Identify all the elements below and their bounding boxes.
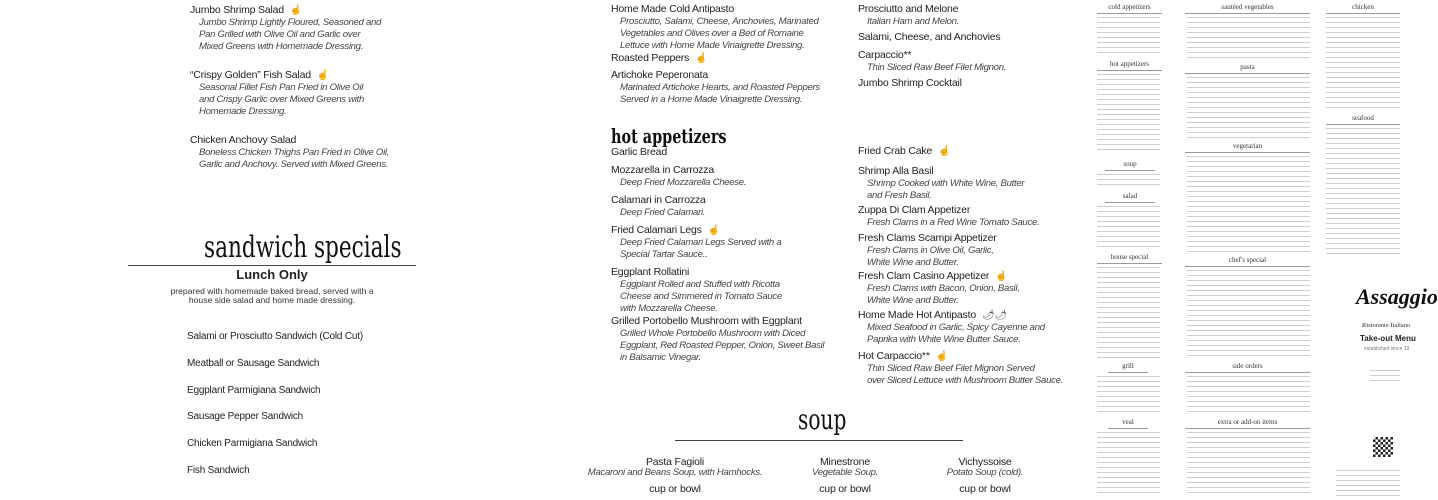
thumbnail-section-heading: hot appetizers [1109, 60, 1150, 68]
menu-item-description: Deep Fried Calamari. [620, 207, 706, 218]
menu-item-description: Vegetables and Olives over a Bed of Romaine [620, 28, 804, 39]
menu-item-name: Jumbo Shrimp Cocktail [858, 77, 962, 89]
thumbnail-menu-lines [1187, 430, 1310, 496]
divider [1185, 73, 1310, 74]
soup-size: cup or bowl [819, 483, 871, 495]
soup-description: Potato Soup (cold). [946, 467, 1024, 478]
menu-item-name: Carpaccio** [858, 49, 912, 61]
menu-item-name: Grilled Portobello Mushroom with Eggplant [611, 315, 802, 327]
qr-code [1373, 437, 1393, 457]
soup-name: Vichyssoise [958, 456, 1012, 468]
established-text: established since 19 [1364, 346, 1410, 352]
thumbnail-section-heading: house special [1110, 253, 1149, 261]
soup-name: Minestrone [820, 456, 870, 468]
menu-item-description: Seasonal Fillet Fish Pan Fried in Olive Oil [199, 82, 364, 93]
chef-hand-icon: ☝ [935, 351, 948, 362]
chef-hand-icon: ☝ [938, 146, 951, 157]
menu-item-name: Chicken Anchovy Salad [190, 134, 297, 146]
divider [1108, 428, 1148, 429]
thumbnail-menu-lines [1187, 15, 1310, 61]
menu-item-description: Pan Grilled with Olive Oil and Garlic over [199, 29, 361, 40]
menu-item-description: Italian Ham and Melon. [867, 16, 960, 27]
thumbnail-menu-lines [1097, 72, 1160, 152]
menu-item-name: Calamari in Carrozza [611, 194, 706, 206]
menu-item-description: Boneless Chicken Thighs Pan Fried in Olive Oil, [199, 147, 390, 158]
menu-item-name: Home Made Cold Antipasto [611, 3, 735, 15]
thumbnail-section-heading: grill [1122, 362, 1134, 370]
divider [1185, 428, 1310, 429]
menu-item-description: White Wine and Butter. [867, 257, 959, 268]
menu-item-name: Prosciutto and Melone [858, 3, 959, 15]
divider [1105, 170, 1155, 171]
thumbnail-menu-lines [1097, 374, 1160, 414]
divider [1097, 70, 1162, 71]
thumbnail-menu-lines [1187, 268, 1310, 358]
thumbnail-menu-lines [1097, 15, 1160, 57]
divider [1185, 13, 1310, 14]
address-lines [1370, 368, 1400, 382]
menu-item-name: Fried Calamari Legs ☝ [611, 224, 721, 236]
divider [1326, 13, 1400, 14]
hot-appetizers-heading: hot appetizers [611, 124, 727, 148]
menu-item-description: Marinated Artichoke Hearts, and Roasted Peppers [620, 82, 820, 93]
thumbnail-section-heading: soup [1123, 160, 1137, 168]
menu-item-description: Fresh Clams in a Red Wine Tomato Sauce. [867, 217, 1040, 228]
divider [1326, 124, 1400, 125]
thumbnail-menu-lines [1097, 172, 1160, 188]
sandwich-item: Eggplant Parmigiana Sandwich [187, 385, 321, 396]
thumbnail-section-heading: seafood [1352, 114, 1374, 122]
soup-description: Macaroni and Beans Soup, with Hamhocks. [587, 467, 763, 478]
menu-item-description: with Mozzarella Cheese. [620, 303, 718, 314]
chef-hand-icon: ☝ [695, 53, 708, 64]
menu-item-name: Fried Crab Cake ☝ [858, 145, 951, 157]
thumbnail-menu-lines [1326, 126, 1400, 256]
restaurant-logo: Assaggio [1356, 284, 1438, 309]
lunch-only-label: Lunch Only [236, 267, 308, 282]
divider [128, 265, 416, 266]
thumbnail-section-heading: chef's special [1228, 256, 1267, 264]
soup-heading: soup [798, 403, 847, 436]
sandwich-item: Salami or Prosciutto Sandwich (Cold Cut) [187, 331, 363, 342]
menu-item-name: Roasted Peppers ☝ [611, 52, 708, 64]
divider [1105, 202, 1155, 203]
divider [1185, 152, 1310, 153]
menu-item-description: White Wine and Butter. [867, 295, 959, 306]
menu-item-name: Home Made Hot Antipasto 🌶🌶 [858, 309, 1007, 321]
sandwich-item: Sausage Pepper Sandwich [187, 411, 304, 422]
chef-hand-icon: ☝ [316, 70, 330, 81]
thumbnail-section-heading: cold appetizers [1108, 3, 1151, 11]
sandwich-item: Meatball or Sausage Sandwich [187, 358, 320, 369]
menu-item-description: over Sliced Lettuce with Mushroom Butter Sauce. [867, 375, 1063, 386]
thumbnail-menu-lines [1187, 75, 1310, 139]
footer-lines [1336, 468, 1400, 496]
menu-item-name: Salami, Cheese, and Anchovies [858, 31, 1001, 43]
soup-name: Pasta Fagioli [645, 456, 705, 468]
menu-item-description: and Fresh Basil. [867, 190, 932, 201]
menu-item-description: Paprika with White Wine Butter Sauce. [867, 334, 1021, 345]
divider [1108, 372, 1148, 373]
menu-item-description: Served in a Home Made Vinaigrette Dressing. [620, 94, 803, 105]
divider [1185, 372, 1310, 373]
spicy-peppers-icon: 🌶🌶 [981, 310, 1007, 321]
menu-item-name: Shrimp Alla Basil [858, 165, 934, 177]
thumbnail-menu-lines [1187, 374, 1310, 414]
menu-item-name: Jumbo Shrimp Salad ☝ [190, 4, 303, 16]
menu-item-name: Zuppa Di Clam Appetizer [858, 204, 971, 216]
menu-item-description: Eggplant Rolled and Stuffed with Ricotta [620, 279, 780, 290]
menu-item-name: Fresh Clams Scampi Appetizer [858, 232, 997, 244]
menu-item-name: Eggplant Rollatini [611, 266, 690, 278]
menu-item-description: Grilled Whole Portobello Mushroom with Diced [620, 328, 806, 339]
menu-item-name: Hot Carpaccio** ☝ [858, 350, 948, 362]
menu-item-description: in Balsamic Vinegar. [620, 352, 701, 363]
restaurant-subtitle: Ristorante Italiano [1362, 322, 1411, 329]
menu-item-description: and Crispy Garlic over Mixed Greens with [199, 94, 365, 105]
menu-item-name: Garlic Bread [611, 146, 667, 158]
thumbnail-section-heading: salad [1122, 192, 1138, 200]
menu-item-description: Cheese and Simmered in Tomato Sauce [620, 291, 782, 302]
thumbnail-section-heading: vegetarian [1232, 142, 1263, 150]
divider [1097, 13, 1162, 14]
sandwich-note: prepared with homemade baked bread, served with a [170, 286, 374, 296]
menu-item-description: Deep Fried Calamari Legs Served with a [620, 237, 782, 248]
takeout-menu-title: Take-out Menu [1360, 334, 1416, 343]
menu-item-description: Lettuce with Home Made Vinaigrette Dressing. [620, 40, 805, 51]
sandwich-item: Chicken Parmigiana Sandwich [187, 438, 318, 449]
chef-hand-icon: ☝ [289, 5, 303, 16]
menu-item-description: Prosciutto, Salami, Cheese, Anchovies, Marinated [620, 16, 819, 27]
menu-item-description: Jumbo Shrimp Lightly Floured, Seasoned and [199, 17, 382, 28]
divider [1097, 263, 1162, 264]
menu-item-description: Thin Sliced Raw Beef Filet Mignon. [867, 62, 1007, 73]
menu-item-name: “Crispy Golden” Fish Salad ☝ [190, 69, 330, 81]
menu-item-description: Eggplant, Red Roasted Pepper, Onion, Sweet Basil [620, 340, 825, 351]
divider [1185, 266, 1310, 267]
soup-description: Vegetable Soup. [811, 467, 879, 478]
menu-item-description: Homemade Dressing. [199, 106, 287, 117]
thumbnail-section-heading: sautéed vegetables [1221, 3, 1274, 11]
menu-item-description: Thin Sliced Raw Beef Filet Mignon Served [867, 363, 1035, 374]
menu-item-name: Artichoke Peperonata [611, 69, 708, 81]
thumbnail-section-heading: veal [1122, 418, 1134, 426]
menu-item-description: Mixed Greens with Homemade Dressing. [199, 41, 364, 52]
sandwich-specials-heading: sandwich specials [204, 230, 402, 265]
menu-item-name: Mozzarella in Carrozza [611, 164, 714, 176]
divider [675, 440, 963, 441]
thumbnail-section-heading: chicken [1352, 3, 1374, 11]
sandwich-item: Fish Sandwich [187, 465, 250, 476]
thumbnail-menu-lines [1097, 430, 1160, 496]
menu-item-description: Fresh Clams in Olive Oil, Garlic, [867, 245, 994, 256]
menu-item-description: Special Tartar Sauce.. [620, 249, 708, 260]
chef-hand-icon: ☝ [995, 271, 1008, 282]
thumbnail-section-heading: pasta [1240, 63, 1255, 71]
thumbnail-menu-lines [1326, 15, 1400, 111]
sandwich-note: house side salad and home made dressing. [188, 295, 356, 305]
menu-item-description: Mixed Seafood in Garlic, Spicy Cayenne and [867, 322, 1045, 333]
soup-size: cup or bowl [649, 483, 701, 495]
menu-item-description: Garlic and Anchovy. Served with Mixed Greens. [199, 159, 389, 170]
thumbnail-section-heading: side orders [1232, 362, 1263, 370]
menu-item-description: Fresh Clams with Bacon, Onion, Basil, [867, 283, 1020, 294]
thumbnail-menu-lines [1187, 154, 1310, 254]
menu-item-description: Deep Fried Mozzarella Cheese. [620, 177, 747, 188]
thumbnail-section-heading: extra or add-on items [1217, 418, 1278, 426]
menu-item-name: Fresh Clam Casino Appetizer ☝ [858, 270, 1008, 282]
thumbnail-menu-lines [1097, 265, 1160, 358]
menu-item-description: Shrimp Cooked with White Wine, Butter [867, 178, 1025, 189]
thumbnail-menu-lines [1097, 204, 1160, 248]
chef-hand-icon: ☝ [707, 225, 721, 236]
soup-size: cup or bowl [959, 483, 1011, 495]
